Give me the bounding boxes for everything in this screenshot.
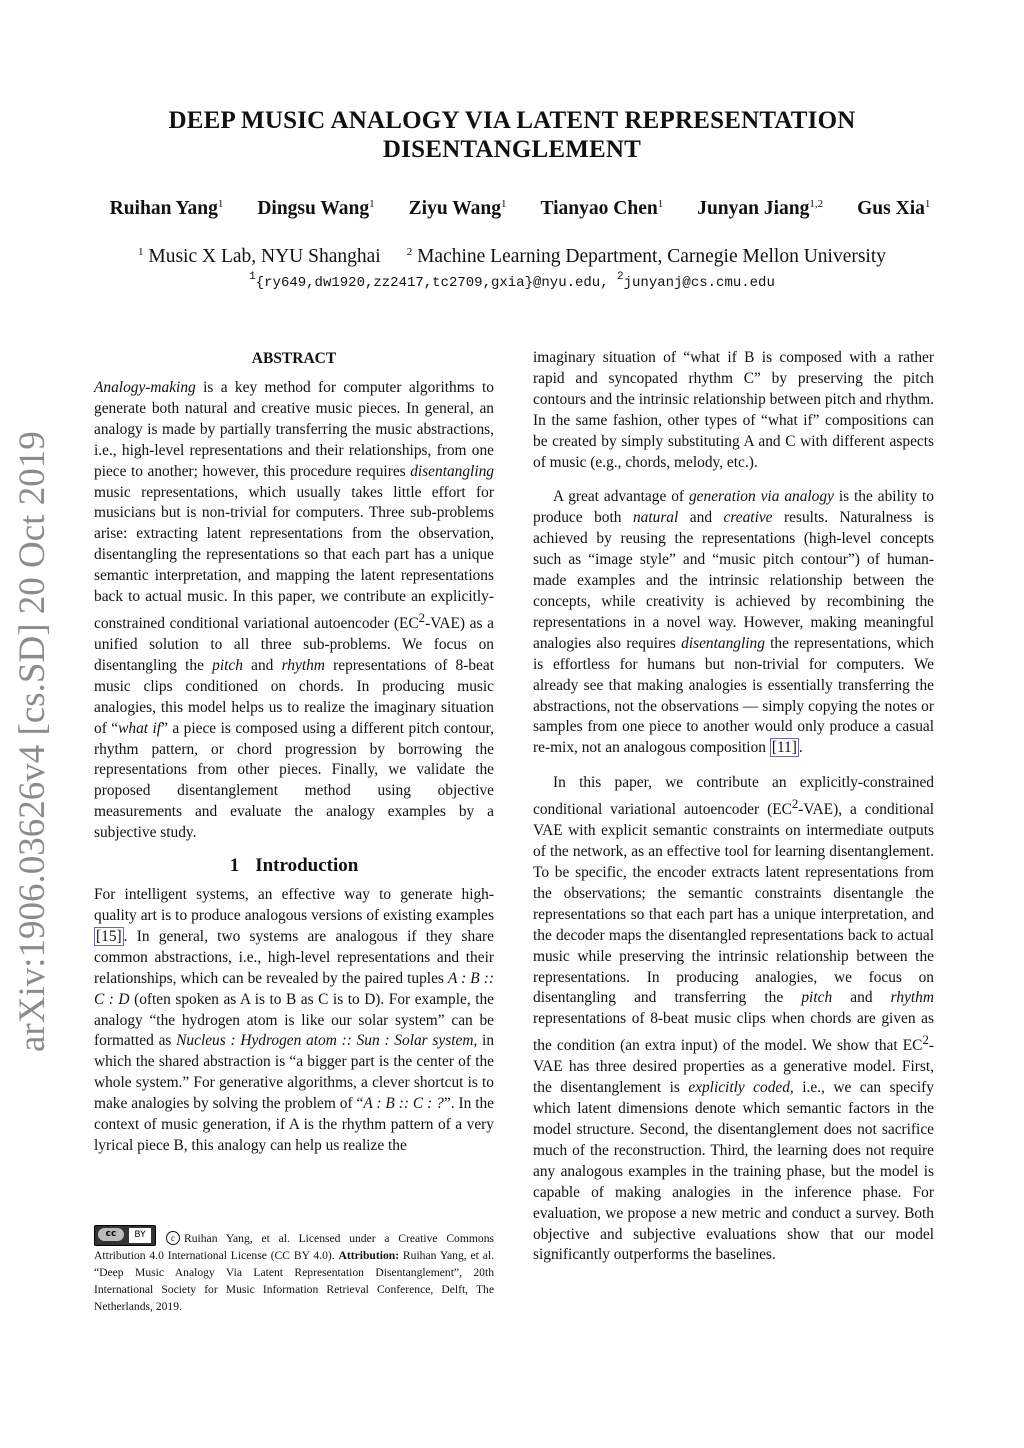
body-paragraph: A great advantage of generation via analogy is the ability to produce both natural and creative results. Naturalness is achieved by reusing the representations (high-level concepts such as “image style” and “music pitch contour”) of human-made examples and the intrinsic relationship between the concepts, while creativity is achieved by recombining the representations in a novel way. However, making meaningful analogies also requires disentangling the representations, which is effortless for humans but non-trivial for computers. We already see that making analogies is essentially transferring the abstractions, not the observations — simply copying the notes or samples from one piece to another would only produce a casual re-mix, not an analogous composition [11] .: [533, 488, 935, 757]
author: Dingsu Wang$^1$: [257, 198, 375, 219]
right-column: [533, 348, 934, 1266]
paper-title: [0, 106, 1024, 164]
arxiv-identifier: arXiv:1906.03626v4 [cs.SD] 20 Oct 2019: [12, 431, 53, 1052]
paper-title-line-2: DISENTANGLEMENT: [382, 136, 642, 163]
email-nyu: {ry649,dw1920,zz2417,tc2709,gxia}@nyu.edu,: [255, 275, 609, 291]
affiliation: Music X Lab, NYU Shanghai: [148, 246, 381, 267]
abstract-text: Analogy-making is a key method for computer algorithms to generate both natural and creative music pieces. In general, an analogy is made by partially transferring the music abstractions, i.e., high-level representations and their relationships, from one piece to another; however, this procedure requires disentangling music representations, which usually takes little effort for musicians but is non-trivial for computers. Three sub-problems arise: extracting latent representations from the observation, disentangling the representations so that each part has a unique semantic interpretation, and mapping the latent representations back to actual music. In this paper, we contribute an explicitly-constrained conditional variational autoencoder $(EC^2-VAE)$ as a unified solution to all three sub-problems. We focus on disentangling the pitch and rhythm representations of 8-beat music clips conditioned on chords. In producing music analogies, this model helps us to realize the imaginary situation of “what if” a piece is composed using a different pitch contour, rhythm pattern, or chord progression by borrowing the representations from other pieces. Finally, we validate the proposed disentanglement method using objective measurements and evaluate the analogy examples by a subjective study.: [94, 379, 494, 842]
author: Ziyu Wang$^1$: [408, 198, 507, 219]
body-paragraph: In this paper, we contribute an explicitly-constrained conditional variational autoencoder $(EC^2-VAE)$, a conditional VAE with explicit semantic constraints on intermediate outputs of the network, as an effective tool for learning disentanglement. To be specific, the encoder extracts latent representations from the observations; the semantic constraints disentangle the representations so that each part has a unique interpretation, and the decoder maps the disentangled representations back to actual music while preserving the intrinsic relationship between the representations. In producing analogies, we focus on disentangling and transferring the pitch and rhythm representations of 8-beat music clips when chords are given as the condition (an extra input) of the model. We show that $EC^2$-VAE has three desired properties as a generative model. First, the disentanglement is explicitly coded, i.e., we can specify which latent dimensions denote which semantic factors in the model structure. Second, the disentanglement does not sacrifice much of the reconstruction. Third, the learning does not require any analogous examples in the training phase, but the model is capable of making analogies in the inference phase. For evaluation, we propose a new metric and conduct a survey. Both objective and subjective evaluations show that our model significantly outperforms the baselines.: [533, 774, 934, 1264]
abstract-heading: ABSTRACT: [251, 350, 337, 367]
paper-title-line-1: DEEP MUSIC ANALOGY VIA LATENT REPRESENTATION: [168, 107, 856, 134]
citation-link[interactable]: [15]: [96, 927, 122, 945]
affiliations: $^1$ Music X Lab, NYU Shanghai $^2$ Machine Learning Department, Carnegie Mellon University: [137, 246, 887, 267]
affiliation: Machine Learning Department, Carnegie Mellon University: [417, 246, 887, 267]
email-cmu: junyanj@cs.cmu.edu: [623, 275, 775, 291]
author: Ruihan Yang$^1$: [109, 198, 224, 219]
author: Junyan Jiang$^{1,2}$: [697, 198, 824, 219]
license-footnote: cc BY c Ruihan Yang, et al. Licensed under a Creative Commons Attribution 4.0 International License (CC BY 4.0). Attribution: Ruihan Yang, et al. “Deep Music Analogy Via Latent Representation Disentanglement”, 20th International Society for Music Information Retrieval Conference, Delft, The Netherlands, 2019.: [94, 1225, 494, 1315]
author: Tianyao Chen$^1$: [540, 198, 664, 219]
copyright-icon: c: [166, 1231, 180, 1245]
left-column: [94, 348, 494, 1157]
author-emails: $^1${ry649,dw1920,zz2417,tc2709,gxia}@nyu.edu, $^2$junyanj@cs.cmu.edu: [249, 271, 775, 291]
creative-commons-badge: cc BY: [94, 1225, 156, 1246]
intro-paragraph: For intelligent systems, an effective way to generate high-quality art is to produce analogous versions of existing examples [15] . In general, two systems are analogous if they share common abstractions, i.e., high-level representations and their relationships, which can be revealed by the paired tuples A : B :: C : D (often spoken as A is to B as C is to D). For example, the analogy “the hydrogen atom is like our solar system” can be formatted as Nucleus : Hydrogen atom :: Sun : Solar system, in which the shared abstraction is “a bigger part is the center of the whole system.” For generative algorithms, a clever shortcut is to make analogies by solving the problem of “A : B :: C : ?”. In the context of music generation, if A is the rhythm pattern of a very lyrical piece B, this analogy can help us realize the: [94, 886, 495, 1154]
author-list: [60, 198, 980, 220]
body-paragraph: imaginary situation of “what if B is composed with a rather rapid and syncopated rhythm C” by preserving the pitch contours and the intrinsic relationship between pitch and rhythm. In the same fashion, other types of “what if” compositions can be created by simply substituting A and C with different aspects of music (e.g., chords, melody, etc.).: [533, 349, 934, 471]
author: Gus Xia$^1$: [857, 198, 931, 219]
citation-link[interactable]: [11]: [771, 739, 797, 757]
section-heading-introduction: 1 Introduction: [229, 855, 359, 877]
